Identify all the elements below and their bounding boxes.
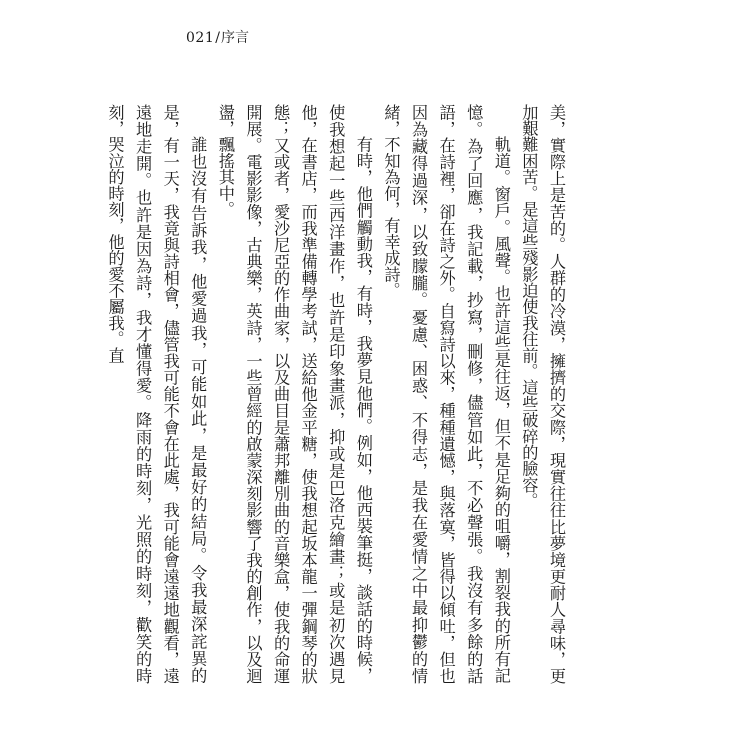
header-separator: / bbox=[215, 30, 220, 46]
body-text bbox=[105, 104, 570, 684]
page-number: 021 bbox=[186, 30, 215, 46]
section-title: 序言 bbox=[220, 30, 249, 46]
paragraph-2: 軌道。窗戶。風聲。也許這些是往返，但不是足夠的咀嚼，割裂我的所有記憶。為了回應，我記載，抄寫，刪修，儘管如此，不必聲張。我沒有多餘的話語，在詩裡，卻在詩之外。自寫詩以來，種種遺憾，與落寞，皆得以傾吐，但也因為藏得過深，以致朦朧。憂慮、困惑、不得志，是我在愛情之中最抑鬱的情緒，不知為何，有幸成詩。 bbox=[381, 104, 511, 684]
paragraph-3: 有時，他們觸動我，有時，我夢見他們。例如，他西裝筆挺，談話的時候，使我想起一些西洋畫作，也許是印象畫派，抑或是巴洛克繪畫；或是初次遇見他，在書店，而我準備轉學考試，送給他金平糖，使我想起坂本龍一彈鋼琴的狀態；又或者，愛沙尼亞的作曲家，以及曲目是蕭邦離別曲的音樂盒，使我的命運開展。電影影像，古典樂，英詩，一些曾經的啟蒙深刻影響了我的創作，以及迴盪，飄搖其中。 bbox=[215, 104, 373, 684]
paragraph-4: 誰也沒有告訴我，他愛過我，可能如此，是最好的結局。令我最深詫異的是，有一天，我竟與詩相會，儘管我可能不會在此處，我可能會遠遠地觀看，遠遠地走開。也許是因為詩，我才懂得愛。降雨的時刻，光照的時刻，歡笑的時刻，哭泣的時刻，他的愛不屬我。直 bbox=[105, 104, 208, 684]
running-header bbox=[186, 30, 249, 46]
paragraph-1: 美，實際上是苦的。人群的冷漠，擁擠的交際，現實往往比夢境更耐人尋味，更加艱難困苦。是這些殘影迫使我往前。這些破碎的臉容。 bbox=[519, 104, 566, 684]
